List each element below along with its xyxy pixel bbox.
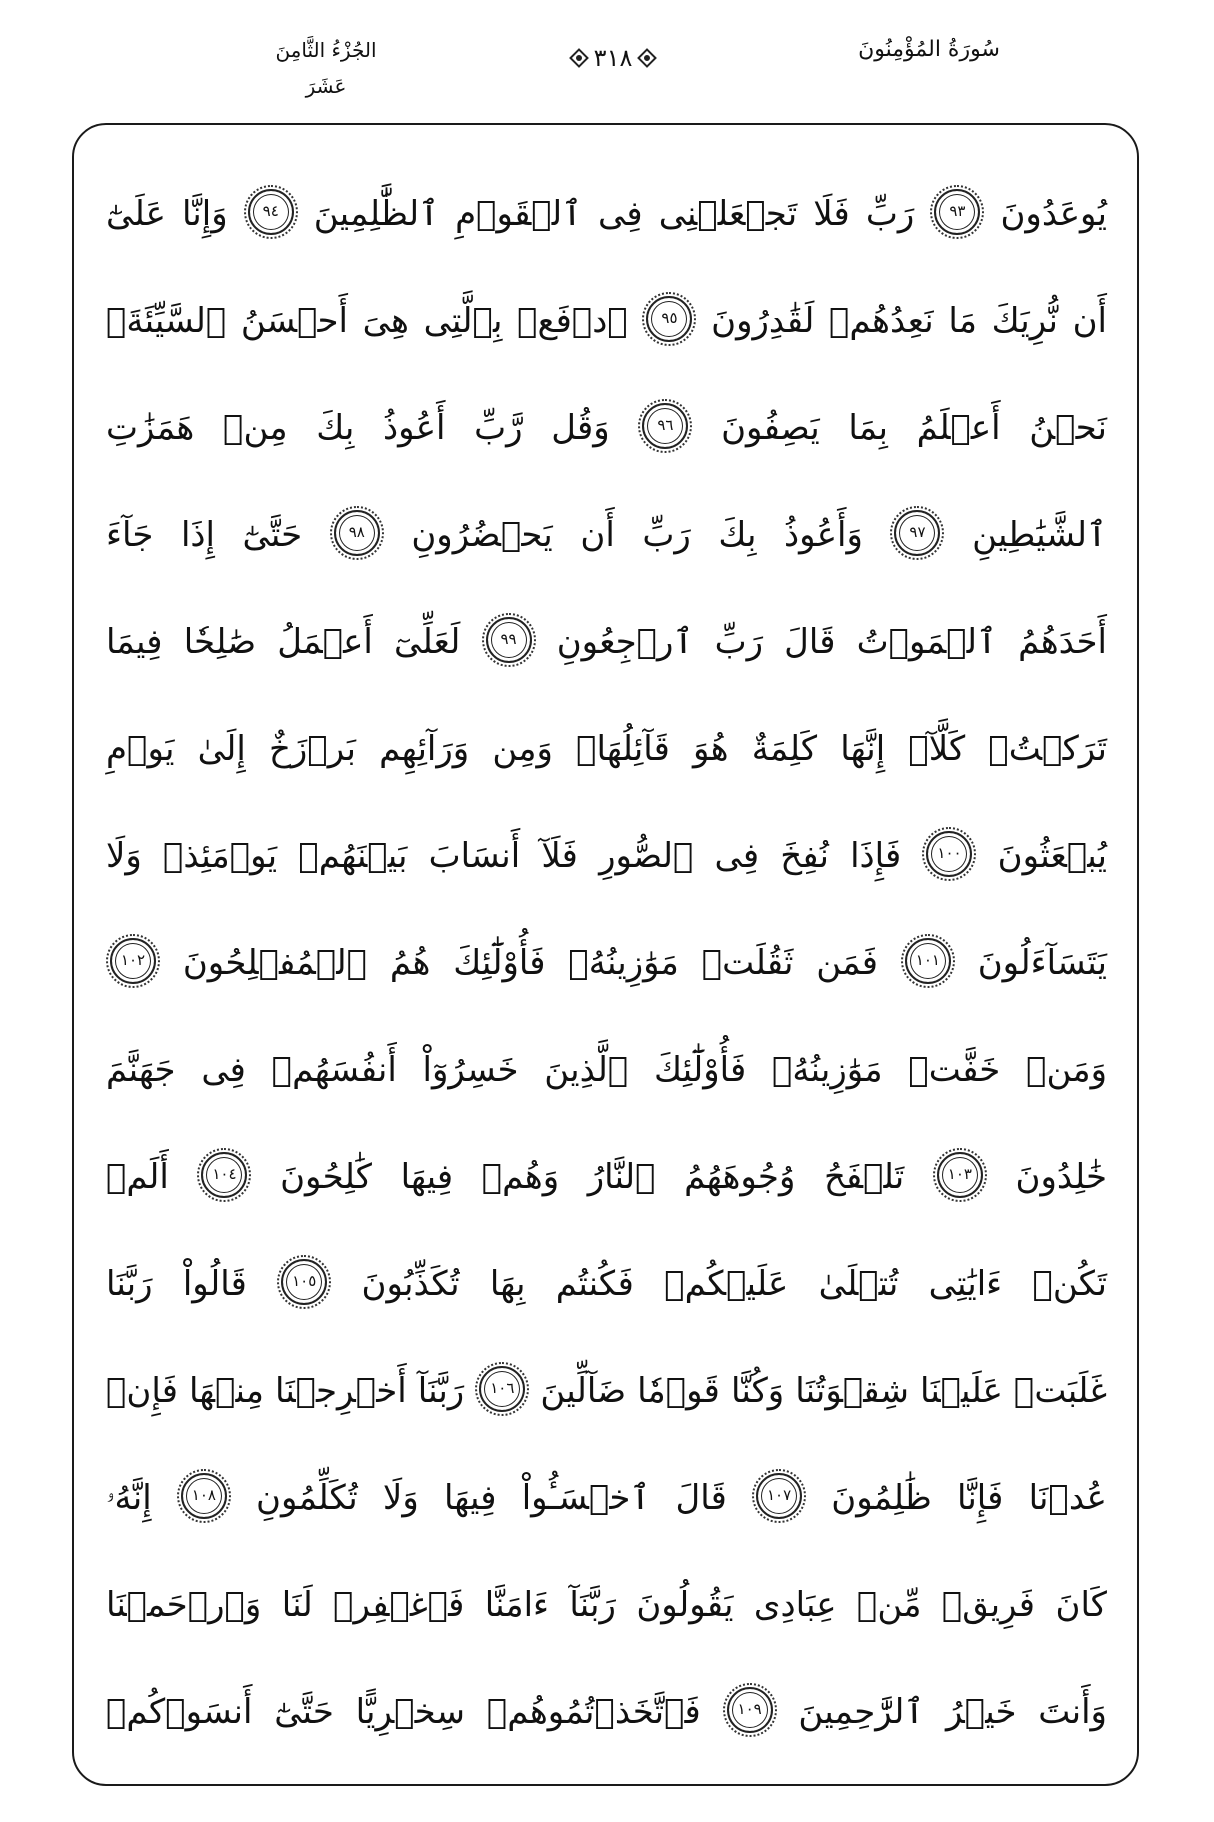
- verse-text: وَأَنتَ خَيۡرُ ٱلرَّٰحِمِينَ: [798, 1692, 1107, 1732]
- mushaf-line: [106, 1659, 1107, 1766]
- verse-text: عُدۡنَا فَإِنَّا ظَٰلِمُونَ: [831, 1478, 1107, 1518]
- ayah-end-marker: [479, 1366, 525, 1412]
- ayah-number: ١٠٩: [737, 1700, 762, 1718]
- ayah-end-marker: [486, 617, 532, 663]
- ayah-end-marker: [334, 510, 380, 556]
- mushaf-line: [106, 1231, 1107, 1338]
- page-number-header: [548, 38, 678, 78]
- mushaf-text-block: [106, 161, 1107, 1766]
- ayah-end-marker: [248, 189, 294, 235]
- verse-text: كَانَ فَرِيقٞ مِّنۡ عِبَادِى يَقُولُونَ رَبَّنَآ ءَامَنَّا فَٱغۡفِرۡ لَنَا وَٱرۡحَمۡنَا: [106, 1585, 1107, 1625]
- ayah-number: ٩٦: [657, 416, 674, 434]
- ayah-number: ١٠٣: [947, 1165, 972, 1183]
- ayah-number: ٩٣: [949, 202, 966, 220]
- verse-text: خَٰلِدُونَ: [1015, 1157, 1107, 1197]
- verse-text: رَبَّنَآ أَخۡرِجۡنَا مِنۡهَا فَإِنۡ: [106, 1371, 465, 1411]
- ayah-number: ١٠٨: [191, 1486, 216, 1504]
- mushaf-line: [106, 161, 1107, 268]
- verse-text: قَالَ ٱخۡسَـُٔواْ فِيهَا وَلَا تُكَلِّمُونِ: [256, 1478, 727, 1518]
- verse-text: إِنَّهُۥ: [106, 1478, 152, 1518]
- verse-text: أَلَمۡ: [106, 1157, 169, 1197]
- ayah-end-marker: [926, 831, 972, 877]
- ayah-end-marker: [642, 403, 688, 449]
- ayah-number: ١٠٧: [766, 1486, 792, 1504]
- verse-text: ٱدۡفَعۡ بِٱلَّتِى هِىَ أَحۡسَنُ ٱلسَّيِّئَةَۚ: [106, 301, 628, 341]
- ayah-end-marker: [894, 510, 940, 556]
- verse-text: أَن نُّرِيَكَ مَا نَعِدُهُمۡ لَقَٰدِرُونَ: [711, 301, 1107, 341]
- mushaf-line: [106, 482, 1107, 589]
- mushaf-line: [106, 1445, 1107, 1552]
- verse-text: يَتَسَآءَلُونَ: [977, 943, 1107, 983]
- mushaf-line: [106, 589, 1107, 696]
- verse-text: قَالُواْ رَبَّنَا: [106, 1264, 247, 1304]
- mushaf-line: [106, 268, 1107, 375]
- verse-text: وَأَعُوذُ بِكَ رَبِّ أَن يَحۡضُرُونِ: [411, 515, 863, 555]
- ayah-end-marker: [934, 189, 980, 235]
- verse-text: حَتَّىٰٓ إِذَا جَآءَ: [106, 515, 303, 555]
- mushaf-line: [106, 803, 1107, 910]
- verse-text: فَمَن ثَقُلَتۡ مَوَٰزِينُهُۥ فَأُوْلَٰٓئِكَ هُمُ ٱلۡمُفۡلِحُونَ: [182, 943, 879, 983]
- ayah-number: ٩٥: [661, 309, 678, 327]
- ayah-end-marker: [756, 1473, 802, 1519]
- ayah-number: ١٠٢: [120, 951, 146, 969]
- ayah-end-marker: [727, 1687, 773, 1733]
- mushaf-line: [106, 1552, 1107, 1659]
- verse-text: فَٱتَّخَذۡتُمُوهُمۡ سِخۡرِيًّا حَتَّىٰٓ أَنسَوۡكُمۡ: [106, 1692, 701, 1732]
- mushaf-line: [106, 1017, 1107, 1124]
- mushaf-line: [106, 696, 1107, 803]
- verse-text: نَحۡنُ أَعۡلَمُ بِمَا يَصِفُونَ: [721, 408, 1107, 448]
- ayah-number: ١٠٥: [292, 1272, 317, 1290]
- ayah-number: ٩٩: [500, 630, 517, 648]
- ayah-end-marker: [646, 296, 692, 342]
- ayah-number: ١٠٤: [212, 1165, 237, 1183]
- page-number: ٣١٨: [593, 44, 633, 72]
- ayah-end-marker: [201, 1152, 247, 1198]
- verse-text: غَلَبَتۡ عَلَيۡنَا شِقۡوَتُنَا وَكُنَّا قَوۡمٗا ضَآلِّينَ: [540, 1371, 1108, 1411]
- verse-text: أَحَدَهُمُ ٱلۡمَوۡتُ قَالَ رَبِّ ٱرۡجِعُونِ: [556, 622, 1107, 662]
- verse-text: تَرَكۡتُۚ كَلَّآۚ إِنَّهَا كَلِمَةٌ هُوَ قَآئِلُهَاۖ وَمِن وَرَآئِهِم بَرۡزَخٌ إِلَىٰ يَوۡمِ: [106, 729, 1107, 769]
- verse-text: يُوعَدُونَ: [1000, 194, 1108, 234]
- verse-text: تَكُنۡ ءَايَٰتِى تُتۡلَىٰ عَلَيۡكُمۡ فَكُنتُم بِهَا تُكَذِّبُونَ: [361, 1264, 1108, 1304]
- verse-text: وَإِنَّا عَلَىٰٓ: [106, 194, 228, 234]
- ayah-number: ٩٧: [909, 523, 926, 541]
- floral-ornament-icon: [637, 48, 657, 68]
- ayah-number: ٩٤: [262, 202, 279, 220]
- mushaf-line: [106, 910, 1107, 1017]
- mushaf-line: [106, 1338, 1107, 1445]
- verse-text: وَمَنۡ خَفَّتۡ مَوَٰزِينُهُۥ فَأُوْلَٰٓئِكَ ٱلَّذِينَ خَسِرُوٓاْ أَنفُسَهُمۡ فِى جَهَنَّمَ: [106, 1050, 1107, 1090]
- mushaf-line: [106, 1124, 1107, 1231]
- juz-header: الجُزْءُ الثَّامِنَ عَشَرَ: [275, 38, 377, 98]
- verse-text: فَإِذَا نُفِخَ فِى ٱلصُّورِ فَلَآ أَنسَابَ بَيۡنَهُمۡ يَوۡمَئِذٖ وَلَا: [106, 836, 902, 876]
- ayah-number: ٩٨: [348, 523, 365, 541]
- ayah-number: ١٠١: [915, 951, 940, 969]
- ayah-number: ١٠٦: [490, 1379, 515, 1397]
- mushaf-line: [106, 375, 1107, 482]
- ayah-end-marker: [110, 938, 156, 984]
- verse-text: لَعَلِّىٓ أَعۡمَلُ صَٰلِحٗا فِيمَا: [106, 622, 461, 662]
- ayah-end-marker: [905, 938, 951, 984]
- ayah-end-marker: [181, 1473, 227, 1519]
- verse-text: تَلۡفَحُ وُجُوهَهُمُ ٱلنَّارُ وَهُمۡ فِيهَا كَٰلِحُونَ: [280, 1157, 905, 1197]
- ayah-end-marker: [937, 1152, 983, 1198]
- ayah-number: ١٠٠: [937, 844, 962, 862]
- floral-ornament-icon: [569, 48, 589, 68]
- verse-text: يُبۡعَثُونَ: [997, 836, 1107, 876]
- verse-text: وَقُل رَّبِّ أَعُوذُ بِكَ مِنۡ هَمَزَٰتِ: [106, 408, 610, 448]
- ayah-end-marker: [281, 1259, 327, 1305]
- verse-text: رَبِّ فَلَا تَجۡعَلۡنِى فِى ٱلۡقَوۡمِ ٱلظَّٰلِمِينَ: [313, 194, 915, 234]
- verse-text: ٱلشَّيَٰطِينِ: [972, 515, 1107, 555]
- surah-name-header: سُورَةُ المُؤْمِنُونَ: [858, 37, 1000, 62]
